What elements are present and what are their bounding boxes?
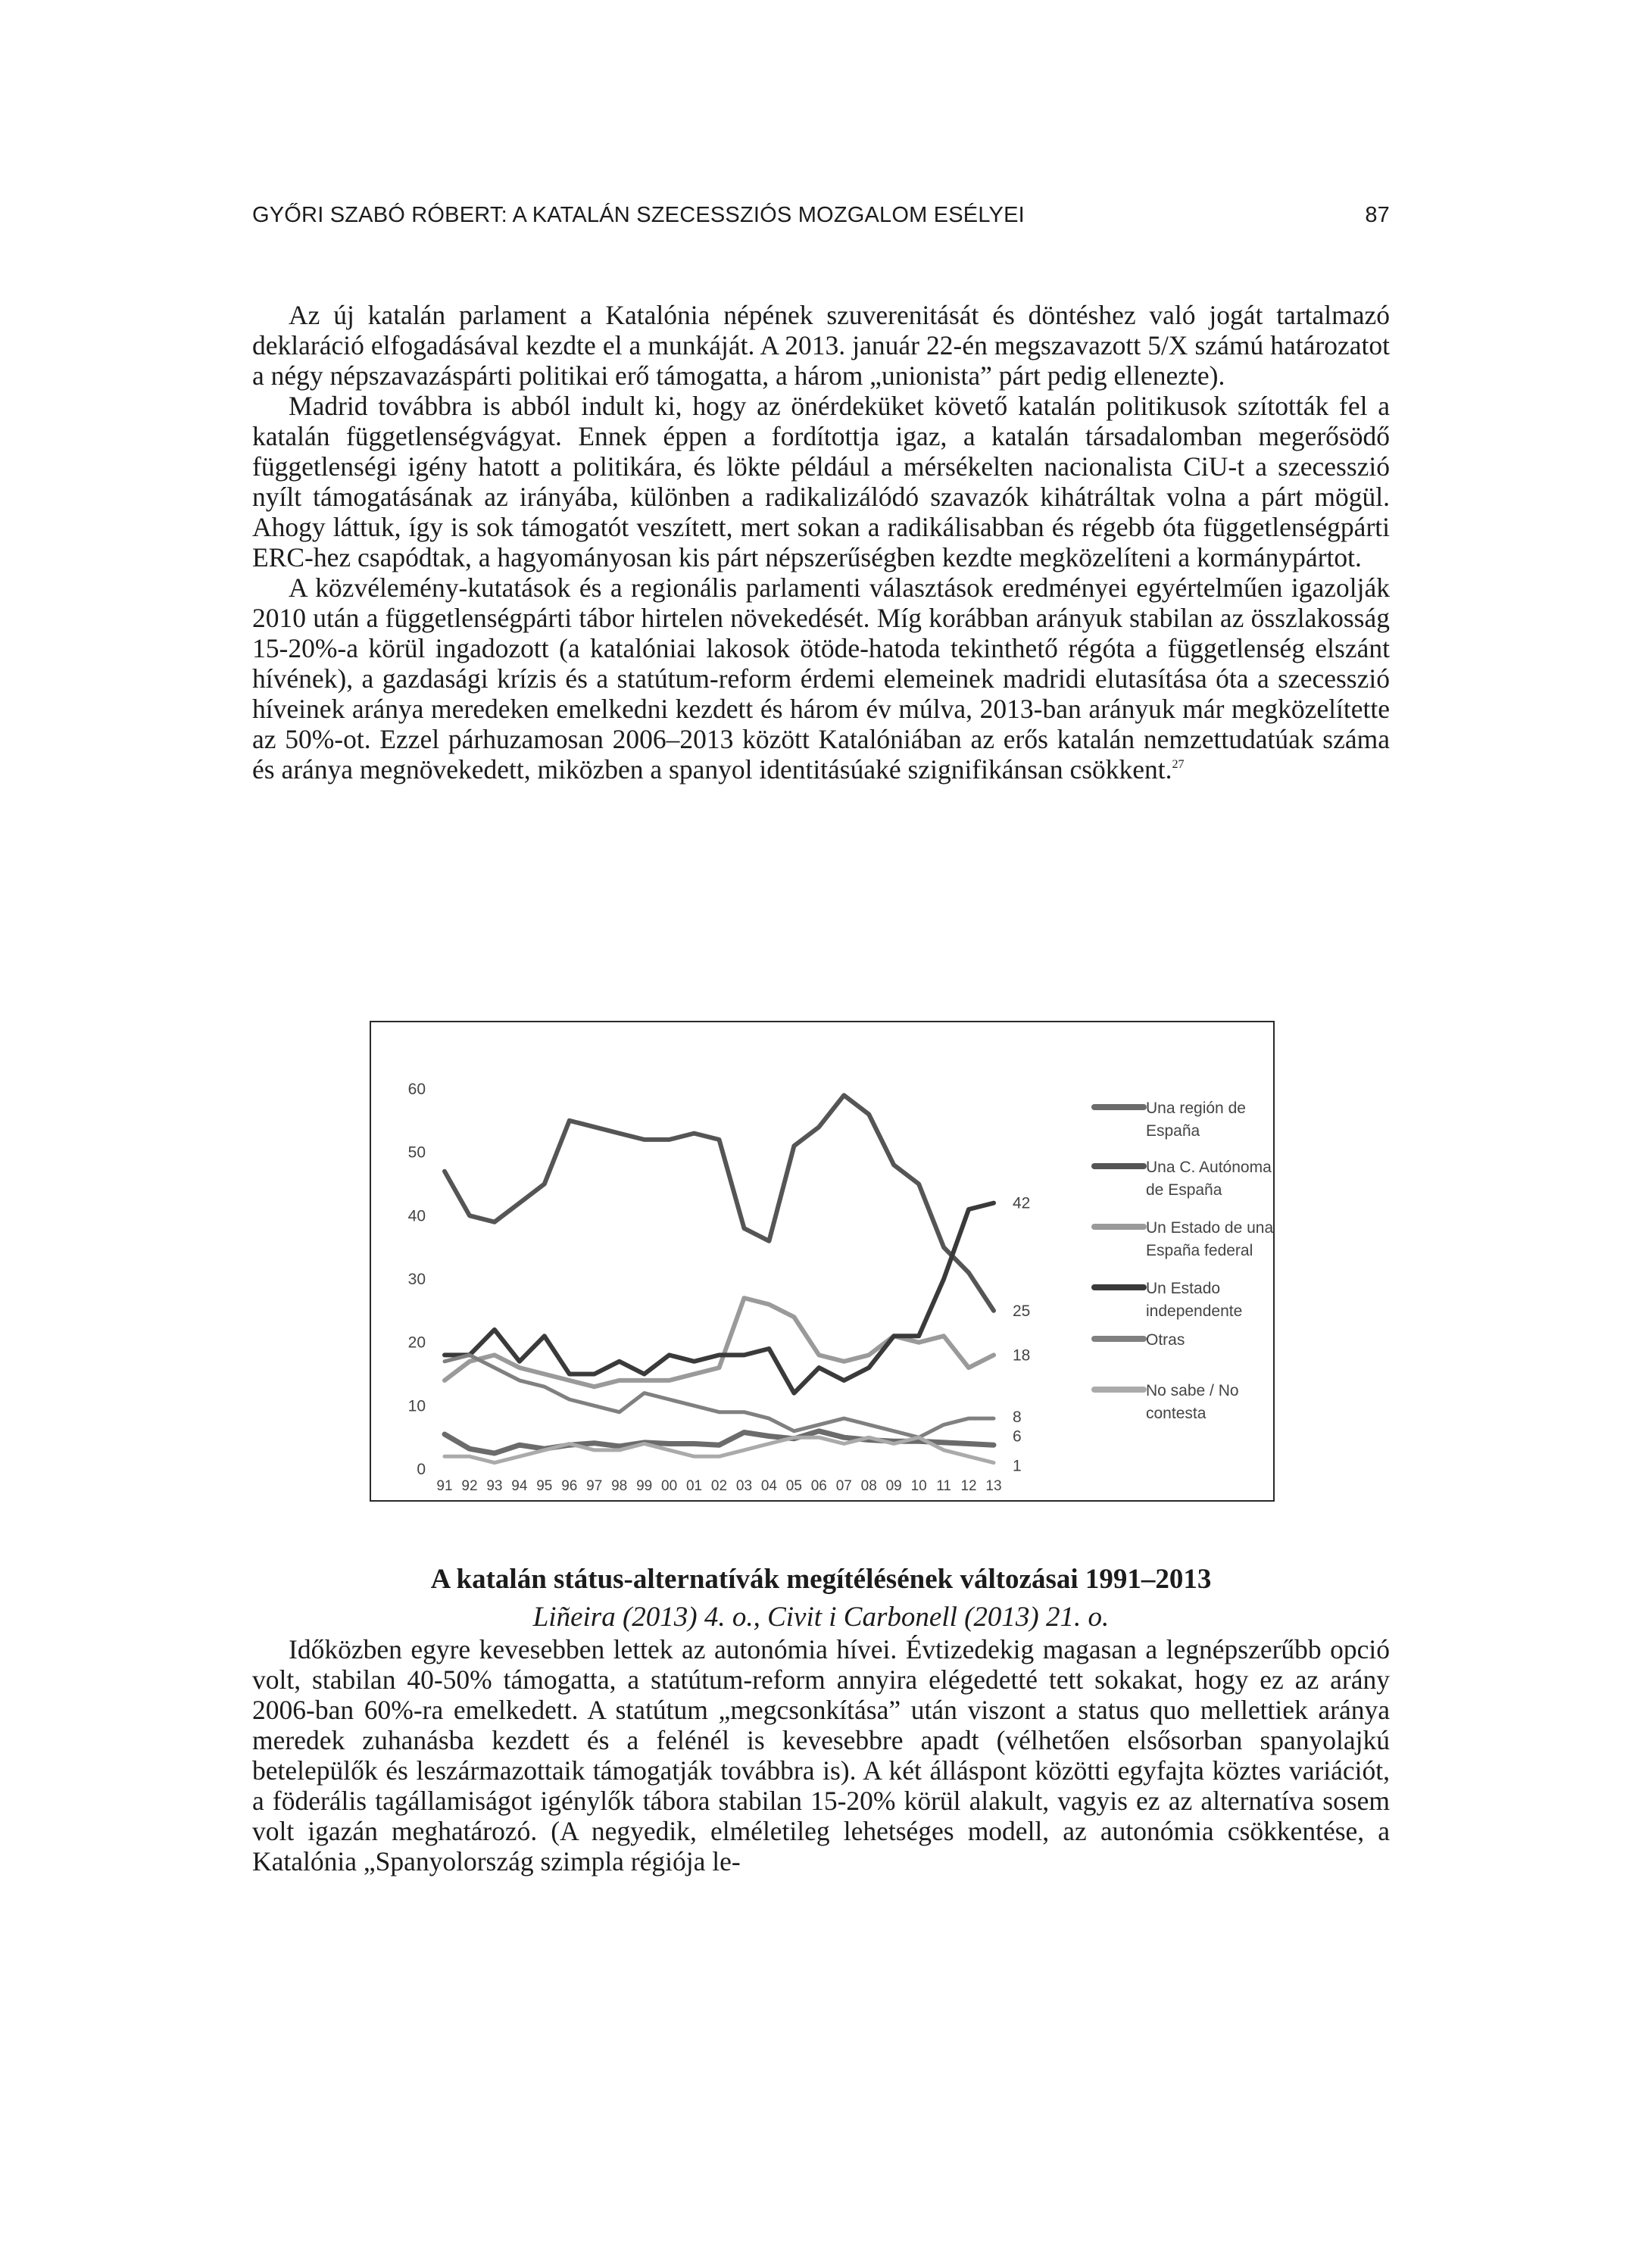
x-tick-label: 04: [760, 1478, 777, 1494]
legend-label: independente: [1146, 1302, 1243, 1320]
x-tick-label: 13: [985, 1478, 1002, 1494]
x-tick-label: 92: [461, 1478, 478, 1494]
y-tick-label: 10: [407, 1397, 426, 1415]
figure-caption-source: Liñeira (2013) 4. o., Civit i Carbonell (2013) 21. o.: [532, 1602, 1110, 1633]
legend-label: España: [1146, 1122, 1200, 1140]
line-chart: [371, 1022, 1273, 1500]
legend-label: de España: [1146, 1181, 1222, 1199]
paragraph: Időközben egyre kevesebben lettek az autonómia hívei. Évtizedekig magasan a legnépszerűbb opció volt, stabilan 40-50% támogatta, a statútum-reform annyira elégedetté tett sokakat, hogy ez az arány 2006-ban 60%-ra emelkedett. A statútum „megcsonkítása” után viszont a status quo mellettiek aránya meredek zuhanásba kezdett és a felénél is kevesebbre apadt (vélhetően elsősorban spanyolajkú betelepülők és leszármazottaik támogatják továbbra is). A két álláspont közötti egyfajta köztes variációt, a föderális tagállamiságot igénylők tábora stabilan 15-20% körül alakult, vagyis ez az alternatíva sosem volt igazán meghatározó. (A negyedik, elméletileg lehetséges modell, az autonómia csökkentése, a Katalónia „Spanyolország szimpla régiója le-: [252, 1634, 1390, 1876]
paragraph: [252, 572, 1390, 785]
x-tick-label: 11: [936, 1478, 951, 1494]
chart-figure: [370, 1021, 1275, 1502]
paragraph: Az új katalán parlament a Katalónia népének szuverenitását és döntéshez való jogát tartalmazó deklaráció elfogadásával kezdte el a munkáját. A 2013. január 22-én megszavazott 5/X számú határozatot a négy népszavazáspárti politikai erő támogatta, a három „unionista” párt pedig ellenezte).: [252, 300, 1390, 391]
legend-label: Un Estado de una: [1146, 1219, 1273, 1237]
series-end-label: 42: [1013, 1194, 1031, 1212]
x-tick-label: 95: [536, 1478, 553, 1494]
x-tick-label: 06: [810, 1478, 827, 1494]
x-tick-label: 03: [735, 1478, 753, 1494]
y-tick-label: 60: [407, 1081, 426, 1098]
series-end-label: 8: [1013, 1409, 1022, 1427]
paragraph: Madrid továbbra is abból indult ki, hogy az önérdeküket követő katalán politikusok szították fel a katalán függetlenségvágyat. Ennek éppen a fordítottja igaz, a katalán társadalomban megerősödő függetlenségi igény hatott a politikára, és lökte például a mérsékelten nacionalista CiU-t a szecesszió nyílt támogatásának az irányába, különben a radikalizálódó szavazók kihátráltak volna a párt mögül. Ahogy láttuk, így is sok támogatót veszített, mert sokan a radikálisabban és régebb óta függetlenségpárti ERC-hez csapódtak, a hagyományosan kis párt népszerűségben kezdte megközelíteni a kormánypártot.: [252, 391, 1390, 572]
x-tick-label: 05: [785, 1478, 802, 1494]
series-line: [445, 1298, 994, 1387]
running-header: [252, 203, 1390, 233]
footnote-reference: 27: [1172, 758, 1185, 771]
x-tick-label: 07: [835, 1478, 852, 1494]
series-end-label: 1: [1013, 1457, 1022, 1475]
x-tick-label: 96: [561, 1478, 578, 1494]
legend-label: contesta: [1146, 1405, 1207, 1422]
x-tick-label: 09: [885, 1478, 902, 1494]
body-text-bottom: [252, 1634, 1390, 1876]
x-tick-label: 10: [910, 1478, 927, 1494]
series-end-label: 6: [1013, 1427, 1022, 1446]
series-line: [445, 1095, 994, 1310]
x-tick-label: 98: [611, 1478, 628, 1494]
legend-label: Una C. Autónoma: [1146, 1159, 1272, 1176]
page-number: 87: [1365, 203, 1390, 227]
x-tick-label: 01: [685, 1478, 703, 1494]
x-tick-label: 99: [636, 1478, 653, 1494]
x-tick-label: 12: [960, 1478, 977, 1494]
x-tick-label: 00: [661, 1478, 678, 1494]
legend-label: Una región de: [1146, 1100, 1246, 1117]
legend-label: Un Estado: [1146, 1280, 1221, 1297]
x-tick-label: 93: [486, 1478, 503, 1494]
legend-label: No sabe / No: [1146, 1382, 1239, 1399]
paragraph-text: A közvélemény-kutatások és a regionális parlamenti választások eredményei egyértelműen igazolják 2010 után a függetlenségpárti tábor hirtelen növekedését. Míg korábban arányuk stabilan az összlakosság 15-20%-a körül ingadozott (a katalóniai lakosok ötöde-hatoda tekinthető régóta a függetlenség elszánt hívének), a gazdasági krízis és a statútum-reform érdemi elemeinek madridi elutasítása óta a szecesszió híveinek aránya meredeken emelkedni kezdett és három év múlva, 2013-ban arányuk már megközelítette az 50%-ot. Ezzel párhuzamosan 2006–2013 között Katalóniában az erős katalán nemzettudatúak száma és aránya megnövekedett, miközben a spanyol identitásúaké szignifikánsan csökkent.: [252, 572, 1390, 785]
y-tick-label: 30: [407, 1271, 426, 1288]
legend-label: España federal: [1146, 1242, 1253, 1259]
x-tick-label: 94: [511, 1478, 528, 1494]
x-tick-label: 02: [710, 1478, 728, 1494]
y-tick-label: 50: [407, 1143, 426, 1162]
series-end-label: 18: [1013, 1346, 1031, 1365]
x-tick-label: 08: [860, 1478, 877, 1494]
x-tick-label: 97: [586, 1478, 603, 1494]
running-title: GYŐRI SZABÓ RÓBERT: A KATALÁN SZECESSZIÓS MOZGALOM ESÉLYEI: [252, 203, 1025, 227]
figure-caption-title: A katalán státus-alternatívák megítélésének változásai 1991–2013: [430, 1564, 1212, 1595]
series-line: [445, 1437, 994, 1462]
y-tick-label: 0: [417, 1461, 426, 1478]
series-end-label: 25: [1013, 1302, 1031, 1320]
legend-label: Otras: [1146, 1331, 1185, 1349]
body-text-top: [252, 300, 1390, 785]
y-tick-label: 40: [407, 1207, 426, 1225]
x-tick-label: 91: [436, 1478, 453, 1494]
y-tick-label: 20: [407, 1334, 426, 1352]
